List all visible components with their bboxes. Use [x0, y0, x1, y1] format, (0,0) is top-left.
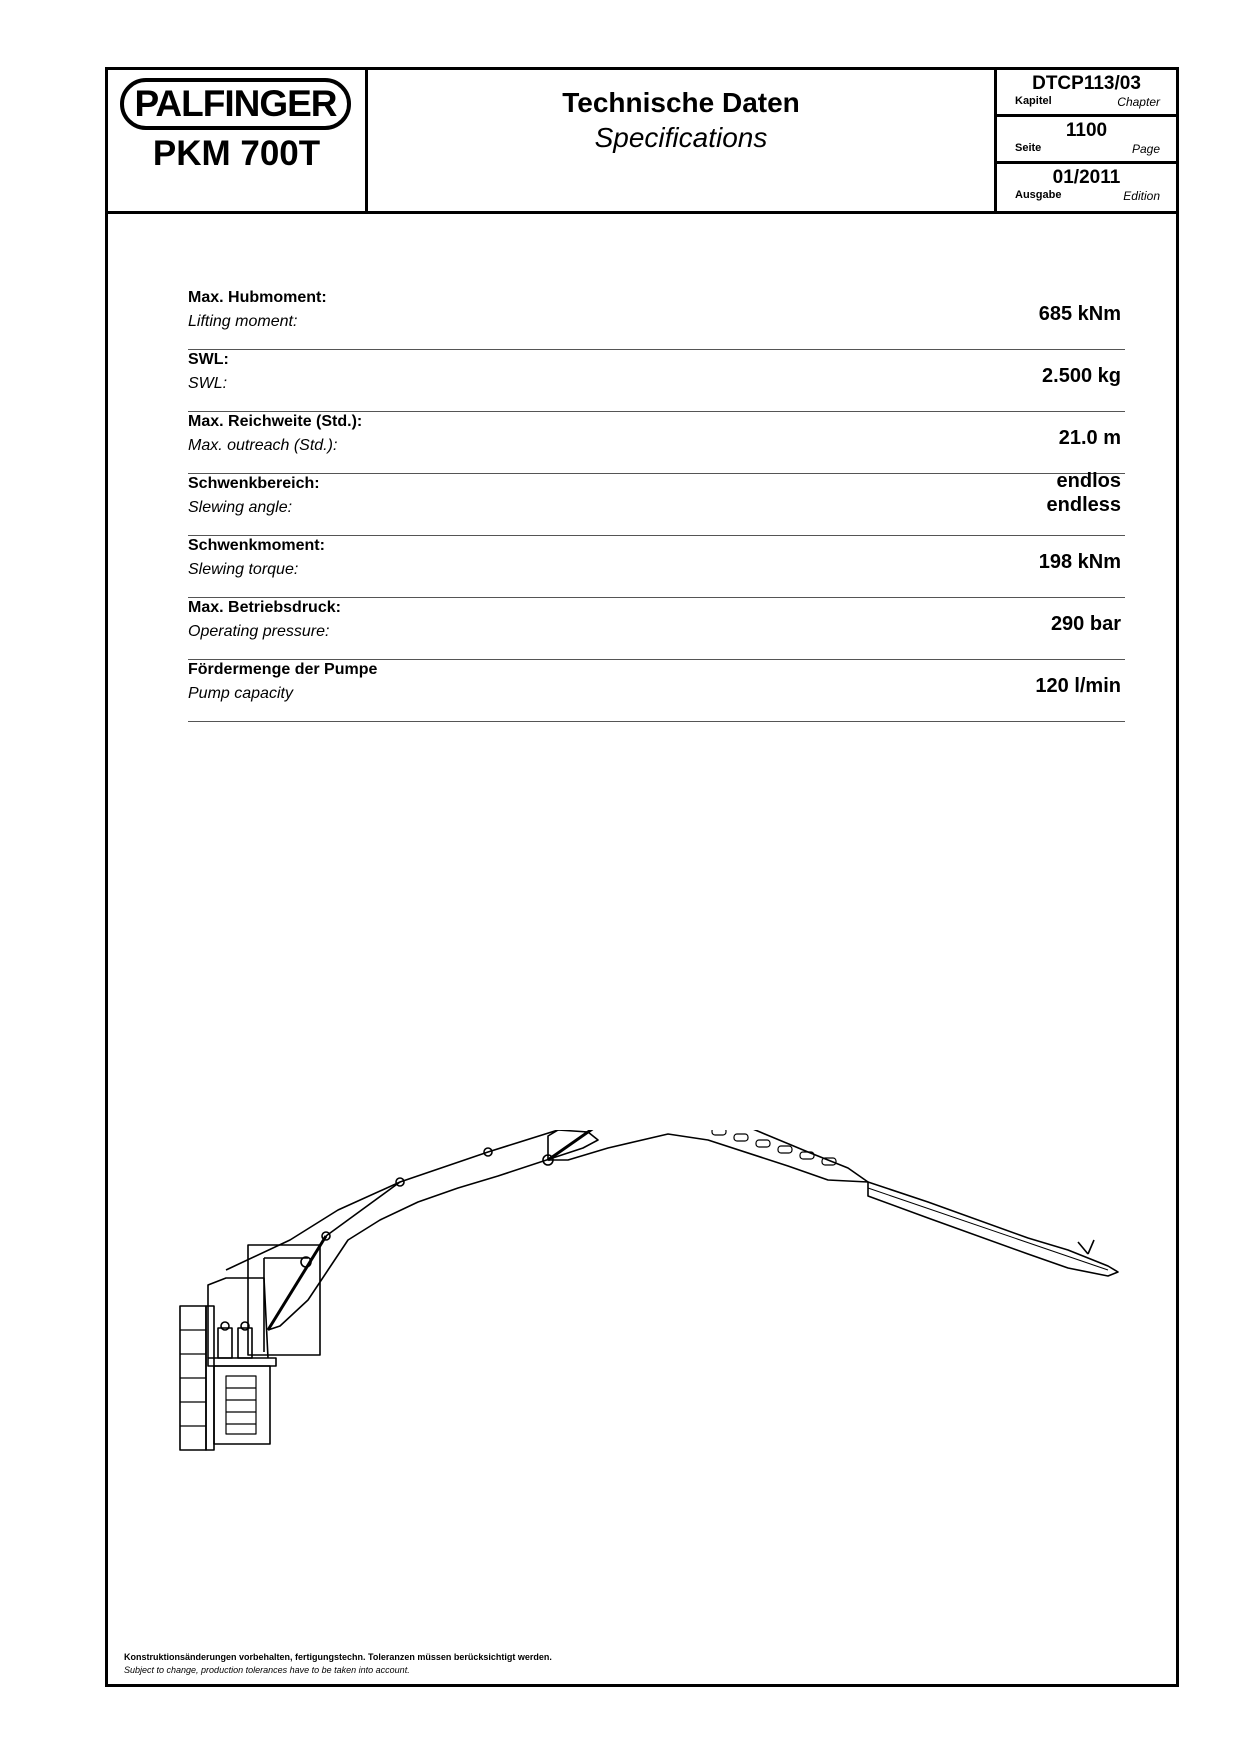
- model-name: PKM 700T: [152, 134, 321, 173]
- chapter-label-de: Kapitel: [1015, 95, 1052, 107]
- footer-disclaimer: [124, 1651, 1124, 1677]
- crane-drawing: [168, 1130, 1168, 1590]
- title-german: Technische Daten: [562, 87, 800, 118]
- title-block: [108, 70, 1176, 214]
- edition-row: [997, 164, 1176, 211]
- edition-label-en: Edition: [1123, 189, 1160, 203]
- spec-value: 120 l/min: [1035, 675, 1121, 697]
- spec-label-en: Max. outreach (Std.):: [188, 437, 338, 454]
- title-english: Specifications: [594, 122, 768, 153]
- title-cell: [368, 70, 997, 211]
- logo-cell: [108, 70, 368, 211]
- spec-row-operating-pressure: [188, 598, 1125, 660]
- spec-value-line-2: endless: [1046, 494, 1121, 516]
- footer-text-de: Konstruktionsänderungen vorbehalten, fertigungstechn. Toleranzen müssen berücksichtigt werden.: [124, 1652, 552, 1662]
- spec-label-en: Pump capacity: [188, 685, 293, 702]
- spec-value: 198 kNm: [1038, 551, 1121, 573]
- spec-label-en: SWL:: [188, 375, 228, 392]
- spec-row-slewing-torque: [188, 536, 1125, 598]
- meta-cell: [997, 70, 1176, 211]
- spec-value: 2.500 kg: [1042, 365, 1121, 387]
- palfinger-logo: [120, 78, 351, 130]
- edition-label-de: Ausgabe: [1015, 189, 1062, 201]
- page-row: [997, 117, 1176, 164]
- page-label-en: Page: [1131, 142, 1160, 156]
- spec-row-outreach: [188, 412, 1125, 474]
- spec-value: [1047, 469, 1121, 517]
- chapter-label-en: Chapter: [1117, 95, 1160, 109]
- spec-label-de: Max. Betriebsdruck:: [188, 599, 341, 616]
- spec-label-en: Slewing angle:: [188, 499, 293, 516]
- spec-label-en: Operating pressure:: [188, 623, 330, 640]
- spec-label-de: SWL:: [188, 351, 229, 368]
- spec-label-de: Fördermenge der Pumpe: [188, 661, 378, 678]
- chapter-value: DTCP113/03: [1032, 73, 1141, 94]
- spec-label-en: Lifting moment:: [188, 313, 298, 330]
- spec-row-lifting-moment: [188, 288, 1125, 350]
- document-frame: [105, 67, 1179, 1687]
- spec-value: 290 bar: [1050, 613, 1121, 635]
- spec-label-de: Schwenkmoment:: [188, 537, 325, 554]
- logo-text: PALFINGER: [134, 83, 337, 124]
- chapter-row: [997, 70, 1176, 117]
- spec-value: 685 kNm: [1038, 303, 1121, 325]
- edition-value: 01/2011: [1052, 167, 1121, 188]
- spec-row-slewing-angle: [188, 470, 1125, 536]
- page-label-de: Seite: [1015, 142, 1042, 154]
- footer-text-en: Subject to change, production tolerances have to be taken into account.: [124, 1665, 410, 1675]
- spec-row-pump-capacity: [188, 660, 1125, 722]
- spec-value: 21.0 m: [1058, 427, 1121, 449]
- spec-table: [188, 288, 1125, 722]
- spec-label-de: Max. Hubmoment:: [188, 289, 327, 306]
- spec-row-swl: [188, 350, 1125, 412]
- spec-label-en: Slewing torque:: [188, 561, 299, 578]
- spec-label-de: Max. Reichweite (Std.):: [188, 413, 363, 430]
- spec-label-de: Schwenkbereich:: [188, 475, 320, 492]
- spec-value-line-1: endlos: [1056, 470, 1121, 492]
- page-value: 1100: [1065, 120, 1108, 141]
